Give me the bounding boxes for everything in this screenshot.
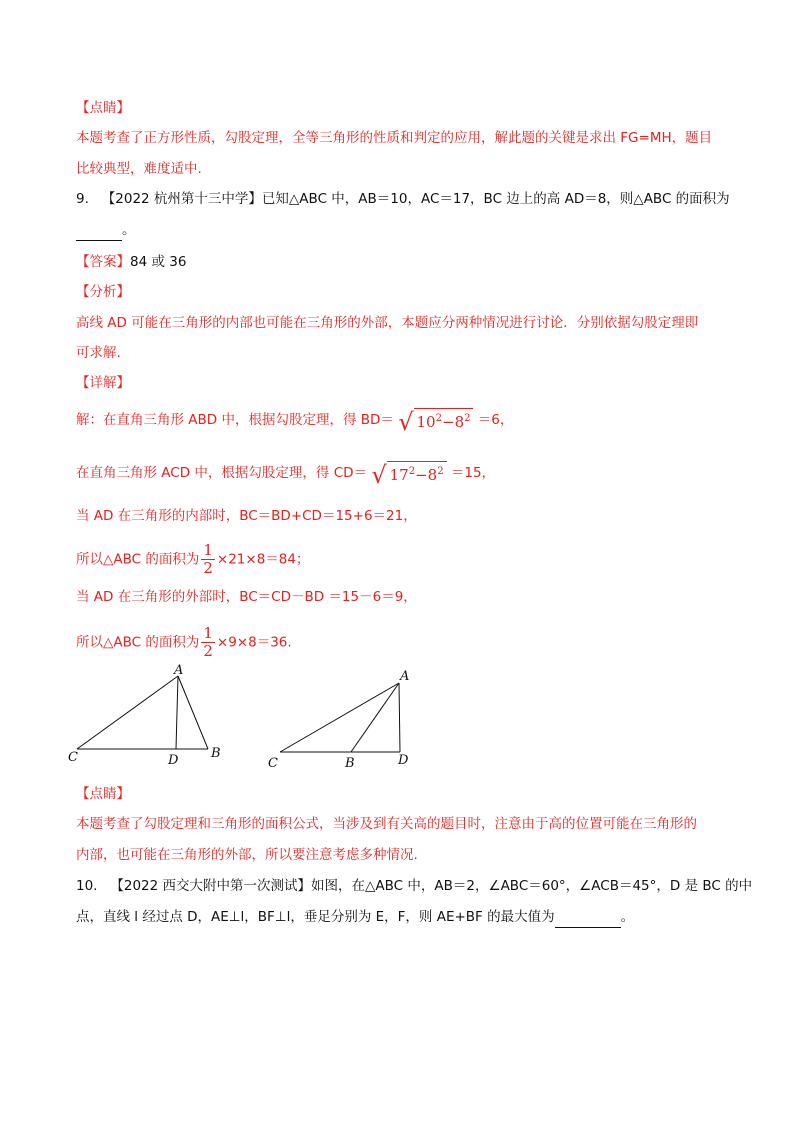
- answer-value: 84 或 36: [130, 254, 187, 270]
- answer-blank-line: 。: [76, 220, 136, 241]
- label-D: D: [398, 753, 409, 768]
- figure-altitude-outside: [268, 669, 409, 771]
- detail-line-1: 解：在直角三角形 ABD 中，根据勾股定理，得 BD＝ √ $10^2-8^2 =6$，: [76, 408, 514, 436]
- remark-line-1: 本题考查了正方形性质，勾股定理，全等三角形的性质和判定的应用，解此题的关键是求出 FG=MH，题目: [76, 130, 713, 146]
- label-B: B: [345, 756, 355, 771]
- detail-line-5: 当 AD 在三角形的外部时，BC＝CD－BD ＝15－6＝9，: [76, 589, 417, 605]
- detail-line-3: 当 AD 在三角形的内部时，BC＝BD+CD＝15+6＝21，: [76, 508, 417, 524]
- answer-blank: [555, 907, 621, 928]
- question-source: 【2022 西交大附中第一次测试】: [110, 878, 312, 894]
- question-text: 已知△ABC 中，AB＝10，AC＝17，BC 边上的高 AD＝8，则△ABC 的面积为: [261, 191, 730, 207]
- question-text: 如图，在△ABC 中，AB＝2，∠ABC＝60°，∠ACB＝45°，D 是 BC 的中: [311, 878, 753, 894]
- label-C: C: [68, 750, 78, 765]
- triangle-figures: [60, 660, 440, 780]
- sqrt-expression: √ $10^2-8^2$: [398, 408, 473, 432]
- remark-line-4: 内部，也可能在三角形的外部，所以要注意考虑多种情况.: [76, 847, 418, 863]
- answer-tag: 【答案】: [76, 254, 130, 270]
- detail-line-4: 所以△ABC 的面积为 $\frac{1}{2}$ ×21×8＝84；: [76, 541, 310, 577]
- remark-tag-2: 【点睛】: [76, 786, 130, 802]
- label-D: D: [168, 753, 179, 768]
- analysis-tag: 【分析】: [76, 284, 130, 300]
- analysis-line-2: 可求解.: [76, 345, 121, 361]
- question-number: 9.: [76, 191, 89, 207]
- analysis-line-1: 高线 AD 可能在三角形的内部也可能在三角形的外部，本题应分两种情况进行讨论．分别依据勾股定理即: [76, 315, 699, 331]
- fraction-half: $\frac{1}{2}$: [203, 624, 213, 660]
- detail-line-6: 所以△ABC 的面积为 $\frac{1}{2}$ ×9×8＝36.: [76, 624, 292, 660]
- sqrt-expression: √ $17^2-8^2$: [371, 461, 446, 485]
- remark-line-2: 比较典型，难度适中.: [76, 161, 202, 177]
- question-10: [76, 876, 752, 896]
- answer-line: [76, 252, 186, 272]
- remark-line-3: 本题考查了勾股定理和三角形的面积公式，当涉及到有关高的题目时，注意由于高的位置可能在三角形的: [76, 816, 697, 832]
- label-C: C: [268, 756, 278, 771]
- question-9: [76, 189, 730, 209]
- figure-altitude-inside: [68, 663, 221, 768]
- answer-blank: [76, 220, 122, 241]
- remark-tag-1: 【点睛】: [76, 100, 130, 116]
- question-number: 10.: [76, 878, 98, 894]
- label-A: A: [174, 663, 184, 678]
- label-B: B: [211, 746, 221, 761]
- question-10-line-2: 点，直线 l 经过点 D，AE⊥l，BF⊥l，垂足分别为 E，F，则 AE+BF 的最大值为 。: [76, 907, 634, 928]
- fraction-half: $\frac{1}{2}$: [203, 541, 213, 577]
- detail-line-2: 在直角三角形 ACD 中，根据勾股定理，得 CD＝ √ $17^2-8^2 =15$，: [76, 461, 496, 489]
- question-source: 【2022 杭州第十三中学】: [101, 191, 262, 207]
- label-A: A: [400, 669, 410, 684]
- detail-tag: 【详解】: [76, 375, 130, 391]
